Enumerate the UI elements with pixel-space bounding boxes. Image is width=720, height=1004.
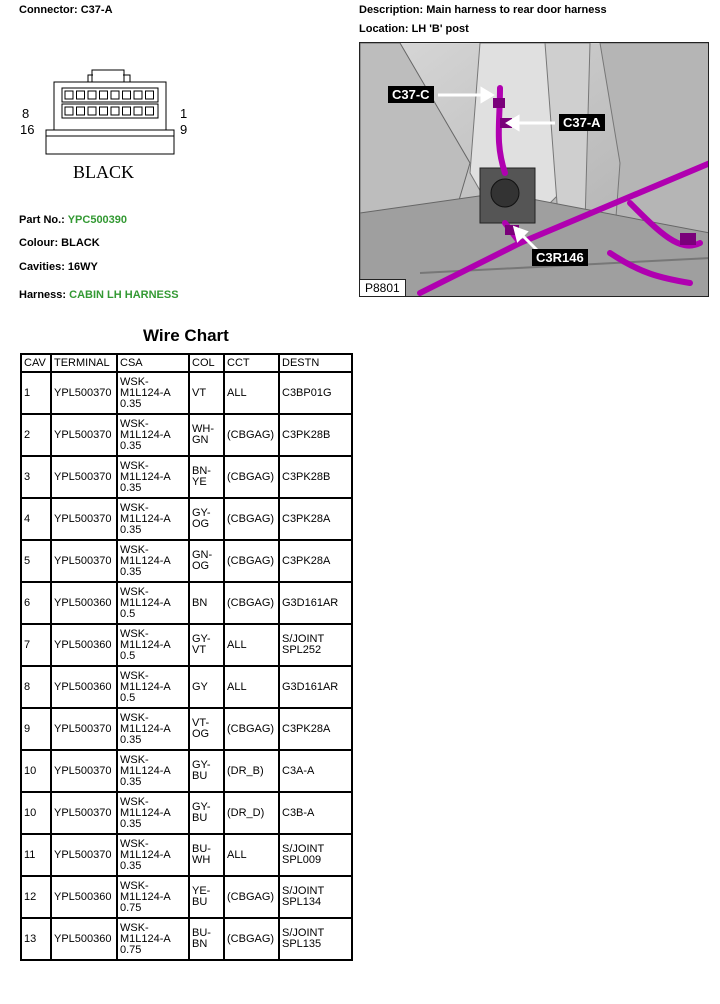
cell-cav: 7 bbox=[21, 624, 51, 666]
cell-csa: WSK- M1L124-A 0.75 bbox=[117, 876, 189, 918]
cell-destn: S/JOINT SPL134 bbox=[279, 876, 352, 918]
cell-destn: S/JOINT SPL135 bbox=[279, 918, 352, 960]
cell-cav: 9 bbox=[21, 708, 51, 750]
connector-outline-icon bbox=[20, 62, 200, 162]
pin-cavity bbox=[111, 107, 119, 115]
cell-csa: WSK- M1L124-A 0.35 bbox=[117, 540, 189, 582]
cell-cav: 10 bbox=[21, 792, 51, 834]
pin-cavity bbox=[100, 91, 108, 99]
cell-csa: WSK- M1L124-A 0.35 bbox=[117, 498, 189, 540]
photo-code: P8801 bbox=[360, 279, 406, 296]
cell-terminal: YPL500360 bbox=[51, 918, 117, 960]
cell-cct: ALL bbox=[224, 666, 279, 708]
header-cav: CAV bbox=[21, 354, 51, 372]
table-row bbox=[21, 414, 352, 456]
cell-destn: C3B-A bbox=[279, 792, 352, 834]
callout-c37-a: C37-A bbox=[559, 114, 605, 131]
cell-cct: ALL bbox=[224, 624, 279, 666]
pin-cavity bbox=[65, 107, 73, 115]
header-csa: CSA bbox=[117, 354, 189, 372]
cell-cav: 4 bbox=[21, 498, 51, 540]
cell-cav: 5 bbox=[21, 540, 51, 582]
table-row bbox=[21, 750, 352, 792]
cell-destn: C3BP01G bbox=[279, 372, 352, 414]
cell-col: WH- GN bbox=[189, 414, 224, 456]
description-value: Main harness to rear door harness bbox=[426, 4, 607, 16]
cell-cct: (DR_B) bbox=[224, 750, 279, 792]
connector-colour-label: BLACK bbox=[73, 162, 135, 182]
location-photo bbox=[359, 42, 709, 297]
cell-destn: C3PK28A bbox=[279, 540, 352, 582]
cell-col: BN bbox=[189, 582, 224, 624]
cell-destn: C3PK28B bbox=[279, 414, 352, 456]
cell-destn: C3PK28A bbox=[279, 498, 352, 540]
cell-cct: (CBGAG) bbox=[224, 456, 279, 498]
cell-cav: 3 bbox=[21, 456, 51, 498]
part-number-line: Part No.: YPC500390 bbox=[19, 214, 128, 226]
cell-terminal: YPL500370 bbox=[51, 456, 117, 498]
pin-cavity bbox=[77, 107, 85, 115]
cell-col: GY- VT bbox=[189, 624, 224, 666]
cavities-line: Cavities: 16WY bbox=[19, 261, 98, 273]
cell-destn: C3A-A bbox=[279, 750, 352, 792]
cell-cav: 11 bbox=[21, 834, 51, 876]
cell-terminal: YPL500370 bbox=[51, 834, 117, 876]
header-col: COL bbox=[189, 354, 224, 372]
cell-terminal: YPL500360 bbox=[51, 876, 117, 918]
pin-cavity bbox=[146, 91, 154, 99]
cell-cav: 1 bbox=[21, 372, 51, 414]
callout-c3r146: C3R146 bbox=[532, 249, 588, 266]
cell-csa: WSK- M1L124-A 0.35 bbox=[117, 792, 189, 834]
cell-cav: 2 bbox=[21, 414, 51, 456]
table-row bbox=[21, 834, 352, 876]
table-row bbox=[21, 918, 352, 960]
location-line: Location: LH 'B' post bbox=[359, 23, 469, 35]
cell-cav: 12 bbox=[21, 876, 51, 918]
cell-csa: WSK- M1L124-A 0.35 bbox=[117, 708, 189, 750]
cell-col: YE- BU bbox=[189, 876, 224, 918]
cell-destn: S/JOINT SPL252 bbox=[279, 624, 352, 666]
header-terminal: TERMINAL bbox=[51, 354, 117, 372]
location-value: LH 'B' post bbox=[411, 23, 469, 35]
cell-destn: G3D161AR bbox=[279, 582, 352, 624]
header-destn: DESTN bbox=[279, 354, 352, 372]
cell-cct: (CBGAG) bbox=[224, 414, 279, 456]
pin-label-8: 8 bbox=[22, 106, 30, 121]
pin-cavity bbox=[65, 91, 73, 99]
harness-value: CABIN LH HARNESS bbox=[69, 289, 179, 301]
table-header-row bbox=[21, 354, 352, 372]
pin-cavity bbox=[88, 91, 96, 99]
cell-destn: S/JOINT SPL009 bbox=[279, 834, 352, 876]
description-line: Description: Main harness to rear door harness bbox=[359, 4, 607, 16]
cell-terminal: YPL500370 bbox=[51, 750, 117, 792]
cell-cct: (CBGAG) bbox=[224, 708, 279, 750]
cell-terminal: YPL500360 bbox=[51, 624, 117, 666]
table-row bbox=[21, 456, 352, 498]
cell-csa: WSK- M1L124-A 0.75 bbox=[117, 918, 189, 960]
cell-terminal: YPL500370 bbox=[51, 414, 117, 456]
wire-chart-title: Wire Chart bbox=[143, 326, 229, 345]
table-row bbox=[21, 582, 352, 624]
cell-csa: WSK- M1L124-A 0.35 bbox=[117, 750, 189, 792]
pin-label-9: 9 bbox=[180, 122, 188, 137]
cell-cct: ALL bbox=[224, 834, 279, 876]
cell-terminal: YPL500370 bbox=[51, 372, 117, 414]
pin-cavity bbox=[88, 107, 96, 115]
pin-cavity bbox=[100, 107, 108, 115]
cell-col: VT bbox=[189, 372, 224, 414]
colour-line: Colour: BLACK bbox=[19, 237, 100, 249]
cell-csa: WSK- M1L124-A 0.35 bbox=[117, 414, 189, 456]
cell-cct: (CBGAG) bbox=[224, 540, 279, 582]
cell-col: GY- BU bbox=[189, 792, 224, 834]
cell-col: BU- WH bbox=[189, 834, 224, 876]
cell-csa: WSK- M1L124-A 0.5 bbox=[117, 624, 189, 666]
cell-terminal: YPL500370 bbox=[51, 498, 117, 540]
part-number-value: YPC500390 bbox=[67, 214, 128, 226]
cell-cct: (CBGAG) bbox=[224, 498, 279, 540]
cell-csa: WSK- M1L124-A 0.5 bbox=[117, 666, 189, 708]
connector-heading: Connector: C37-A bbox=[19, 4, 113, 16]
cell-col: BN- YE bbox=[189, 456, 224, 498]
cell-terminal: YPL500360 bbox=[51, 666, 117, 708]
cell-cav: 6 bbox=[21, 582, 51, 624]
cell-cav: 13 bbox=[21, 918, 51, 960]
harness-line: Harness: CABIN LH HARNESS bbox=[19, 289, 179, 301]
cell-cct: (DR_D) bbox=[224, 792, 279, 834]
cell-col: GN- OG bbox=[189, 540, 224, 582]
cell-csa: WSK- M1L124-A 0.35 bbox=[117, 372, 189, 414]
pin-cavity bbox=[77, 91, 85, 99]
pin-label-16: 16 bbox=[20, 122, 35, 137]
wire-chart-table bbox=[20, 353, 353, 961]
pin-label-1: 1 bbox=[180, 106, 188, 121]
cell-terminal: YPL500370 bbox=[51, 540, 117, 582]
table-row bbox=[21, 498, 352, 540]
pin-cavity bbox=[134, 107, 142, 115]
cell-cav: 8 bbox=[21, 666, 51, 708]
table-row bbox=[21, 708, 352, 750]
table-row bbox=[21, 540, 352, 582]
cell-terminal: YPL500370 bbox=[51, 792, 117, 834]
cell-destn: G3D161AR bbox=[279, 666, 352, 708]
cell-col: GY- BU bbox=[189, 750, 224, 792]
cell-csa: WSK- M1L124-A 0.5 bbox=[117, 582, 189, 624]
connector-id: C37-A bbox=[80, 4, 113, 16]
cell-cct: (CBGAG) bbox=[224, 876, 279, 918]
cell-cct: (CBGAG) bbox=[224, 918, 279, 960]
pin-cavity bbox=[111, 91, 119, 99]
connector-face-diagram bbox=[20, 62, 200, 192]
table-row bbox=[21, 876, 352, 918]
cell-cct: ALL bbox=[224, 372, 279, 414]
cell-cct: (CBGAG) bbox=[224, 582, 279, 624]
table-row bbox=[21, 372, 352, 414]
table-row bbox=[21, 792, 352, 834]
cell-col: GY- OG bbox=[189, 498, 224, 540]
cavities-value: 16WY bbox=[67, 261, 98, 273]
cell-terminal: YPL500370 bbox=[51, 708, 117, 750]
header-cct: CCT bbox=[224, 354, 279, 372]
table-row bbox=[21, 624, 352, 666]
cell-destn: C3PK28B bbox=[279, 456, 352, 498]
pin-cavity bbox=[134, 91, 142, 99]
cell-csa: WSK- M1L124-A 0.35 bbox=[117, 834, 189, 876]
cell-col: VT- OG bbox=[189, 708, 224, 750]
cell-cav: 10 bbox=[21, 750, 51, 792]
cell-destn: C3PK28A bbox=[279, 708, 352, 750]
cell-terminal: YPL500360 bbox=[51, 582, 117, 624]
pin-cavity bbox=[123, 91, 131, 99]
callout-c37-c: C37-C bbox=[388, 86, 434, 103]
cell-csa: WSK- M1L124-A 0.35 bbox=[117, 456, 189, 498]
cell-col: GY bbox=[189, 666, 224, 708]
table-row bbox=[21, 666, 352, 708]
colour-value: BLACK bbox=[61, 237, 100, 249]
cell-col: BU- BN bbox=[189, 918, 224, 960]
pin-cavity bbox=[146, 107, 154, 115]
pin-cavity bbox=[123, 107, 131, 115]
